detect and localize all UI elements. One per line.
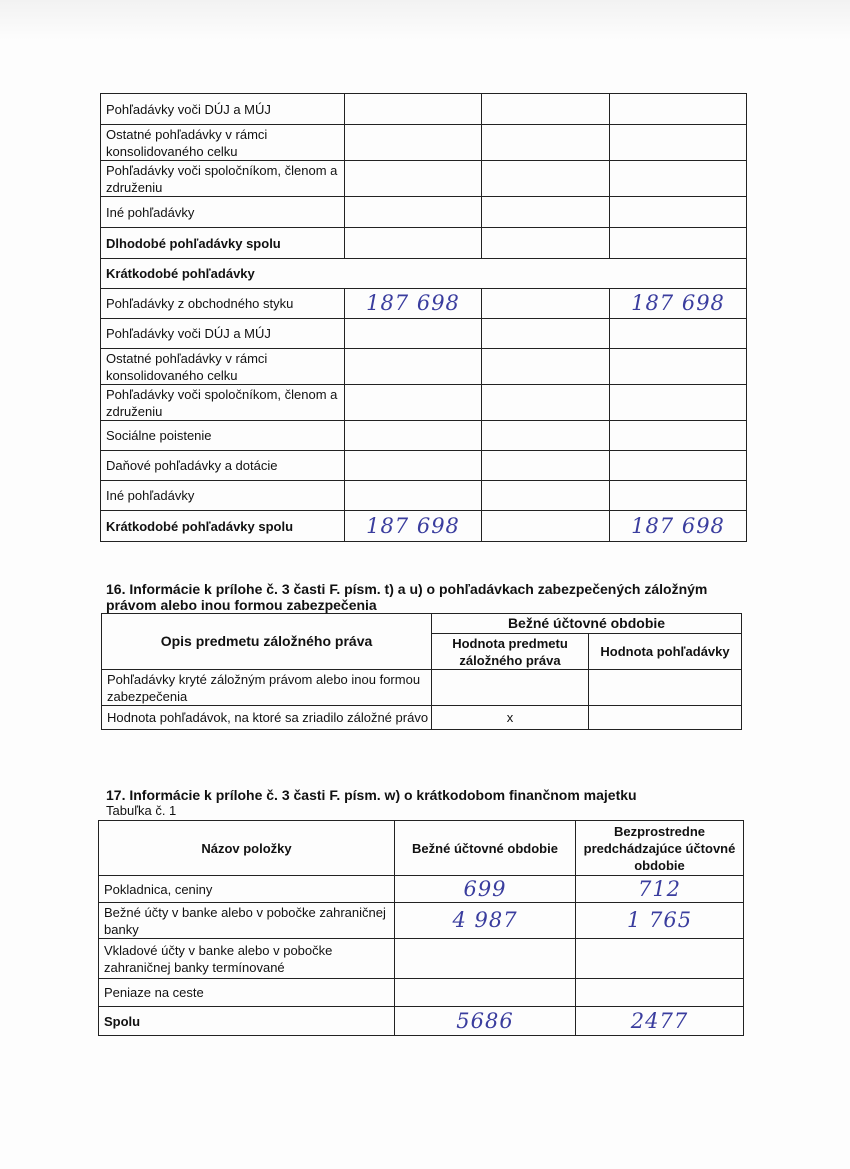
table-row [99,979,744,1007]
value-cell [345,421,482,451]
handwritten-value: 699 [395,876,576,903]
row-label: Iné pohľadávky [101,481,345,511]
section-16-heading: 16. Informácie k prílohe č. 3 časti F. písm. t) a u) o pohľadávkach zabezpečených záložným právom alebo inou formou zabezpečenia [106,581,708,613]
row-label: Dlhodobé pohľadávky spolu [101,228,345,259]
handwritten-value: 5686 [395,1007,576,1036]
value-cell [610,94,747,125]
row-label: Ostatné pohľadávky v rámci konsolidovaného celku [101,125,345,161]
table-row [102,706,742,730]
row-label: Vkladové účty v banke alebo v pobočke zahraničnej banky termínované [99,939,395,979]
row-label: Pohľadávky z obchodného styku [101,289,345,319]
table-row [101,481,747,511]
value-cell [482,511,610,542]
table-row [99,939,744,979]
table-row [101,94,747,125]
table-row [102,670,742,706]
row-label: Bežné účty v banke alebo v pobočke zahraničnej banky [99,903,395,939]
column-header: Bežné účtovné obdobie [395,821,576,876]
handwritten-value: 4 987 [395,903,576,939]
row-label: Hodnota pohľadávok, na ktoré sa zriadilo záložné právo [102,706,432,730]
value-cell [482,385,610,421]
value-cell [482,451,610,481]
receivables-table [100,93,747,542]
value-cell [482,319,610,349]
value-cell [610,421,747,451]
section-row [101,259,747,289]
row-label: Iné pohľadávky [101,197,345,228]
section-label: Krátkodobé pohľadávky [101,259,747,289]
value-cell [576,939,744,979]
value-cell [345,125,482,161]
value-cell [482,349,610,385]
value-cell [610,451,747,481]
table-row [101,385,747,421]
value-cell [345,481,482,511]
value-cell: x [432,706,589,730]
column-header: Bezprostredne predchádzajúce účtovné obdobie [576,821,744,876]
table-row [101,319,747,349]
handwritten-value: 187 698 [345,289,482,319]
value-cell [345,197,482,228]
financial-assets-table [98,820,744,1036]
row-label: Krátkodobé pohľadávky spolu [101,511,345,542]
value-cell [482,421,610,451]
table-row [99,1007,744,1036]
table-row [99,903,744,939]
value-cell [345,451,482,481]
handwritten-value: 712 [576,876,744,903]
value-cell [589,670,742,706]
pledge-table [101,613,742,730]
row-label: Peniaze na ceste [99,979,395,1007]
value-cell [395,939,576,979]
value-cell [610,197,747,228]
value-cell [589,706,742,730]
table-caption: Tabuľka č. 1 [106,803,177,818]
value-cell [482,197,610,228]
handwritten-value: 1 765 [576,903,744,939]
value-cell [610,481,747,511]
column-header: Opis predmetu záložného práva [102,614,432,670]
handwritten-value: 187 698 [610,289,747,319]
row-label: Pohľadávky voči spoločníkom, členom a združeniu [101,385,345,421]
row-label: Pohľadávky voči DÚJ a MÚJ [101,319,345,349]
column-header: Hodnota pohľadávky [589,634,742,670]
row-label: Pohľadávky voči DÚJ a MÚJ [101,94,345,125]
value-cell [395,979,576,1007]
value-cell [345,228,482,259]
table-row [99,876,744,903]
value-cell [345,319,482,349]
table-row [101,125,747,161]
row-label: Daňové pohľadávky a dotácie [101,451,345,481]
value-cell [610,349,747,385]
value-cell [610,125,747,161]
value-cell [610,319,747,349]
table-row [101,228,747,259]
row-label: Pohľadávky voči spoločníkom, členom a združeniu [101,161,345,197]
value-cell [482,161,610,197]
column-header: Bežné účtovné obdobie [432,614,742,634]
value-cell [610,385,747,421]
section-17-heading: 17. Informácie k prílohe č. 3 časti F. písm. w) o krátkodobom finančnom majetku [106,787,637,803]
table-row [101,451,747,481]
value-cell [482,125,610,161]
table-row [101,161,747,197]
handwritten-value: 187 698 [610,511,747,542]
column-header: Názov položky [99,821,395,876]
handwritten-value: 2477 [576,1007,744,1036]
row-label: Pokladnica, ceniny [99,876,395,903]
value-cell [576,979,744,1007]
table-row [101,349,747,385]
value-cell [345,161,482,197]
value-cell [610,228,747,259]
table-row [101,511,747,542]
value-cell [345,94,482,125]
value-cell [345,349,482,385]
value-cell [482,94,610,125]
value-cell [432,670,589,706]
value-cell [610,161,747,197]
table-row [101,421,747,451]
value-cell [345,385,482,421]
table-row [101,289,747,319]
row-label: Sociálne poistenie [101,421,345,451]
handwritten-value: 187 698 [345,511,482,542]
value-cell [482,289,610,319]
scan-shadow [0,0,850,40]
row-label: Pohľadávky kryté záložným právom alebo inou formou zabezpečenia [102,670,432,706]
value-cell [482,228,610,259]
column-header: Hodnota predmetu záložného práva [432,634,589,670]
table-row [101,197,747,228]
row-label: Ostatné pohľadávky v rámci konsolidovaného celku [101,349,345,385]
value-cell [482,481,610,511]
row-label: Spolu [99,1007,395,1036]
